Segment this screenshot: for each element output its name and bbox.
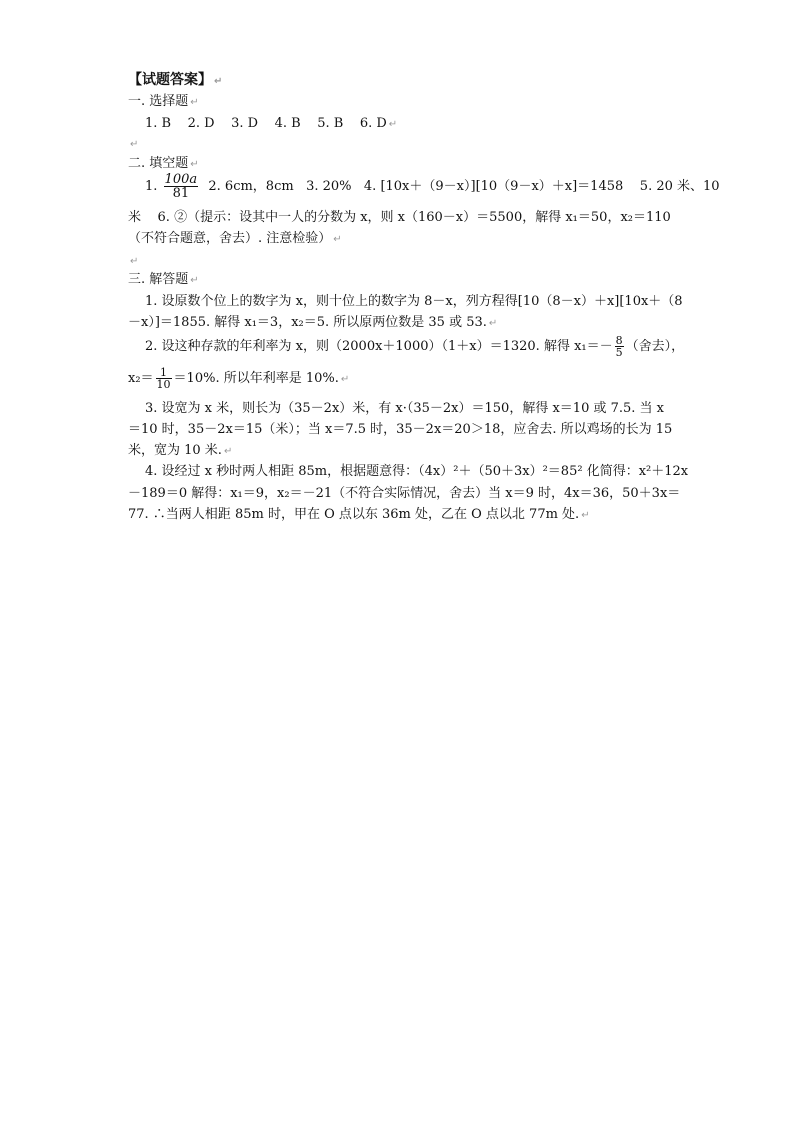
fraction-8-5: $\frac{8}{5}$ (615, 334, 623, 359)
heading-text: 【试题答案】 (128, 72, 212, 88)
paragraph-mark: ↵ (130, 139, 139, 150)
solve-section-title: 三. 解答题 ↵ (128, 272, 199, 287)
paragraph-mark: ↵ (488, 318, 498, 329)
paragraph-mark: ↵ (333, 234, 342, 245)
solve-p2-line-1: 2. 设这种存款的年利率为 x，则（2000x＋1000）（1＋x）＝1320. 解得 x₁＝－ $\frac{8}{5}$ （舍去）， (145, 334, 685, 359)
solve-p2-line-2: x₂＝ $\frac{1}{10}$ ＝10%. 所以年利率是 10%. ↵ (128, 366, 350, 391)
paragraph-mark: ↵ (190, 159, 199, 170)
paragraph-mark: ↵ (190, 97, 199, 108)
solve-p4-line-1: 4. 设经过 x 秒时两人相距 85m，根据题意得：（4x）²＋（50＋3x）²＝85² 化简得：x²＋12x (145, 464, 689, 479)
choice-answers: 1. B 2. D 3. D 4. B 5. B 6. D ↵ (145, 116, 398, 131)
fill-answers-line-2: 米 6. ②（提示：设其中一人的分数为 x，则 x（160－x）＝5500，解得 x₁＝50，x₂＝110 (128, 210, 671, 225)
solve-p3-line-2: ＝10 时，35－2x＝15（米）；当 x＝7.5 时，35－2x＝20＞18，应舍去. 所以鸡场的长为 15 (128, 422, 673, 437)
solve-p3-line-1: 3. 设宽为 x 米，则长为（35－2x）米，有 x·（35－2x）＝150，解得 x＝10 或 7.5. 当 x (145, 401, 665, 416)
paragraph-mark: ↵ (190, 275, 199, 286)
answers-heading (128, 70, 688, 92)
paragraph-mark: ↵ (214, 76, 223, 87)
paragraph-mark: ↵ (130, 256, 139, 267)
solve-p3-line-3: 米，宽为 10 米. ↵ (128, 443, 233, 458)
fill-section-title: 二. 填空题 ↵ (128, 156, 199, 171)
fraction-1-10: $\frac{1}{10}$ (156, 366, 171, 391)
paragraph-mark: ↵ (388, 119, 398, 130)
fill-answers-line-3: （不符合题意，舍去）. 注意检验） ↵ (128, 231, 342, 246)
fraction-100a-81: $\frac{100a}{81}$ (164, 172, 198, 201)
paragraph-mark: ↵ (340, 374, 350, 385)
solve-p4-line-3: 77. ∴当两人相距 85m 时，甲在 O 点以东 36m 处，乙在 O 点以北 77m 处. ↵ (128, 507, 590, 522)
choice-section-title: 一. 选择题 ↵ (128, 94, 199, 109)
solve-p4-line-2: －189＝0 解得：x₁＝9，x₂＝－21（不符合实际情况，舍去）当 x＝9 时，4x＝36，50＋3x＝ (128, 486, 681, 501)
solve-p1-line-2: －x）]＝1855. 解得 x₁＝3，x₂＝5. 所以原两位数是 35 或 53. ↵ (128, 315, 498, 330)
fill-answers-line-1: 1. $\frac{100a}{81}$ 2. 6cm，8cm 3. 20% 4. [10x＋（9－x）][10（9－x）＋x]＝1458 5. 20 米、10 (145, 172, 720, 201)
solve-p1-line-1: 1. 设原数个位上的数字为 x，则十位上的数字为 8－x，列方程得[10（8－x）＋x][10x＋（8 (145, 294, 683, 309)
paragraph-mark: ↵ (223, 446, 233, 457)
blank-line (128, 134, 688, 155)
paragraph-mark: ↵ (581, 510, 590, 521)
blank-line (128, 251, 688, 272)
